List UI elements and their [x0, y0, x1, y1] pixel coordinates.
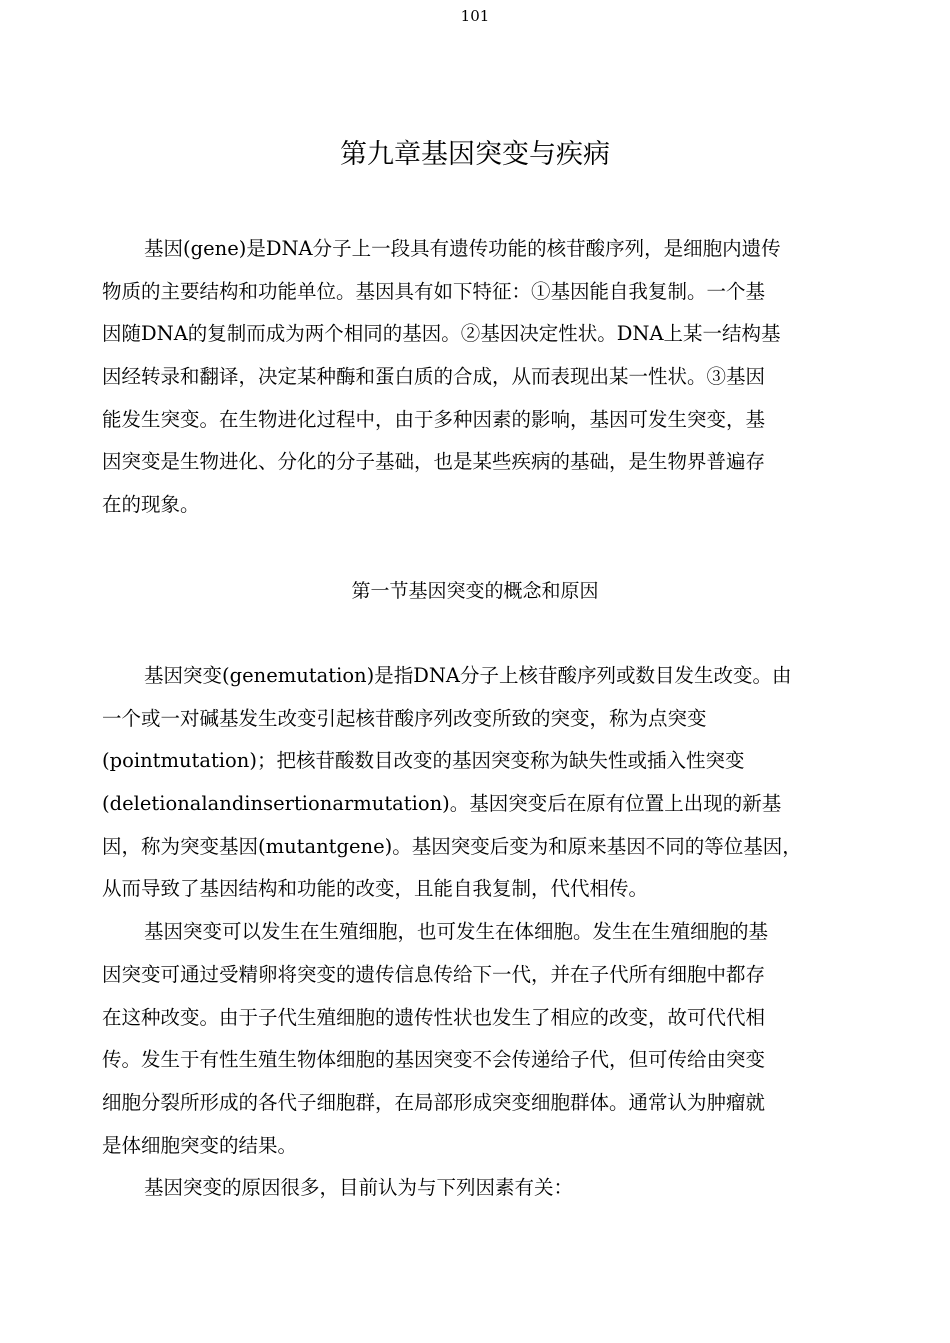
paragraph-line: 物质的主要结构和功能单位。基因具有如下特征：①基因能自我复制。一个基 — [102, 279, 766, 303]
paragraph-line: 因随DNA的复制而成为两个相同的基因。②基因决定性状。DNA上某一结构基 — [102, 322, 781, 346]
paragraph-line: 基因突变的原因很多，目前认为与下列因素有关： — [144, 1176, 574, 1200]
intro-paragraph — [102, 228, 852, 527]
paragraph-line: 一个或一对碱基发生改变引起核苷酸序列改变所致的突变，称为点突变 — [102, 706, 707, 730]
paragraph-line: 从而导致了基因结构和功能的改变，且能自我复制，代代相传。 — [102, 877, 649, 901]
paragraph-line: 细胞分裂所形成的各代子细胞群，在局部形成突变细胞群体。通常认为肿瘤就 — [102, 1090, 766, 1114]
paragraph-line: 在这种改变。由于子代生殖细胞的遗传性状也发生了相应的改变，故可代代相 — [102, 1005, 766, 1029]
mutation-body — [102, 655, 852, 1210]
paragraph-line: 在的现象。 — [102, 493, 200, 517]
paragraph-line: 因突变可通过受精卵将突变的遗传信息传给下一代，并在子代所有细胞中都存 — [102, 962, 766, 986]
paragraph-line: 因突变是生物进化、分化的分子基础，也是某些疾病的基础，是生物界普遍存 — [102, 450, 766, 474]
paragraph-line: 基因突变可以发生在生殖细胞，也可发生在体细胞。发生在生殖细胞的基 — [144, 920, 769, 944]
paragraph-line: (deletionalandinsertionarmutation)。基因突变后在原有位置上出现的新基 — [102, 792, 782, 816]
paragraph-line: 是体细胞突变的结果。 — [102, 1133, 298, 1157]
page-number: 101 — [460, 7, 490, 25]
paragraph-line: 因经转录和翻译，决定某种酶和蛋白质的合成，从而表现出某一性状。③基因 — [102, 365, 766, 389]
paragraph-line: 传。发生于有性生殖生物体细胞的基因突变不会传递给子代，但可传给由突变 — [102, 1048, 766, 1072]
paragraph-line: 能发生突变。在生物进化过程中，由于多种因素的影响，基因可发生突变，基 — [102, 407, 766, 431]
paragraph-line: (pointmutation)；把核苷酸数目改变的基因突变称为缺失性或插入性突变 — [102, 749, 745, 773]
paragraph-line: 基因(gene)是DNA分子上一段具有遗传功能的核苷酸序列，是细胞内遗传 — [144, 237, 781, 260]
section-title: 第一节基因突变的概念和原因 — [351, 580, 599, 602]
chapter-title: 第九章基因突变与疾病 — [340, 139, 610, 170]
paragraph-line: 基因突变(genemutation)是指DNA分子上核苷酸序列或数目发生改变。由 — [144, 664, 792, 687]
paragraph-line: 因，称为突变基因(mutantgene)。基因突变后变为和原来基因不同的等位基因， — [102, 834, 802, 858]
